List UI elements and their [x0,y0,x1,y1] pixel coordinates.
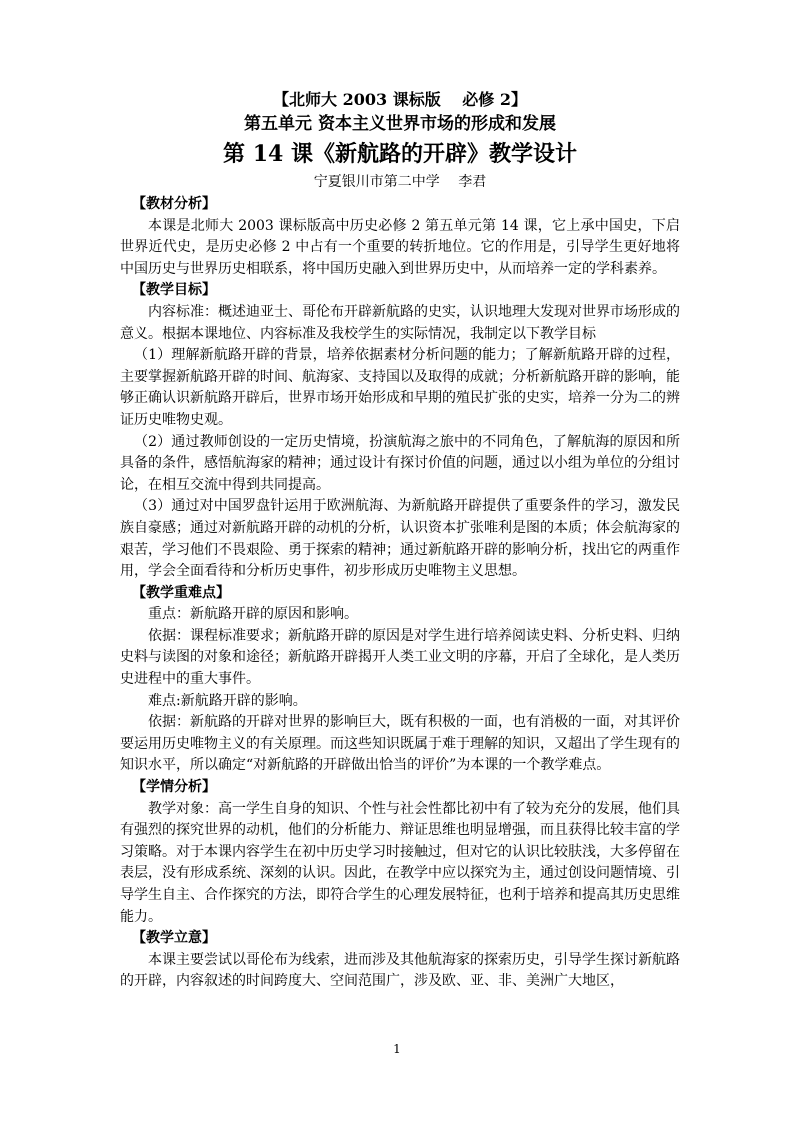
material-paragraph: 本课是北师大 2003 课标版高中历史必修 2 第五单元第 14 课，它上承中国史，下启世界近代史，是历史必修 2 中占有一个重要的转折地位。它的作用是，引导学生更好地将中国历史与世界历史相联系，将中国历史融入到世界历史中，从而培养一定的学科素养。 [120,217,680,277]
keypoint-focus-basis: 依据：课程标准要求；新航路开辟的原因是对学生进行培养阅读史料、分析史料、归纳史料与读图的对象和途径；新航路开辟揭开人类工业文明的序幕，开启了全球化，是人类历史进程中的重大事件。 [120,627,680,688]
unit-title: 第五单元 资本主义世界市场的形成和发展 [244,114,556,134]
keypoint-difficulty-basis: 依据：新航路的开辟对世界的影响巨大，既有积极的一面，也有消极的一面，对其评价要运用历史唯物主义的有关原理。而这些知识既属于难于理解的知识，又超出了学生现有的知识水平，所以确定“对新航路的开辟做出恰当的评价”为本课的一个教学难点。 [120,714,680,774]
section-heading-students: 【学情分析】 [132,779,216,796]
goal-item-3: （3）通过对中国罗盘针运用于欧洲航海、为新航路开辟提供了重要条件的学习，激发民族自豪感；通过对新航路开辟的动机的分析，认识资本扩张唯利是图的本质；体会航海家的艰苦，学习他们不畏艰险、勇于探索的精神；通过新航路开辟的影响分析，找出它的两重作用，学会全面看待和分析历史事件，初步形成历史唯物主义思想。 [120,498,680,580]
keypoint-difficulty: 难点:新航路开辟的影响。 [148,692,307,709]
section-heading-goals: 【教学目标】 [132,282,216,299]
lesson-title: 第 14 课《新航路的开辟》教学设计 [223,141,577,167]
goal-item-2: （2）通过教师创设的一定历史情境，扮演航海之旅中的不同角色，了解航海的原因和所具备的条件，感悟航海家的精神；通过设计有探讨价值的问题，通过以小组为单位的分组讨论，在相互交流中得到共同提高。 [120,433,680,493]
document-body [120,88,680,993]
author-line: 宁夏银川市第二中学 李君 [313,174,487,190]
edition-line: 【北师大 2003 课标版 必修 2】 [273,90,527,109]
section-heading-keypoints: 【教学重难点】 [132,584,230,601]
students-paragraph: 教学对象：高一学生自身的知识、个性与社会性都比初中有了较为充分的发展，他们具有强烈的探究世界的动机，他们的分析能力、辩证思维也明显增强，而且获得比较丰富的学习策略。对于本课内容学生在初中历史学习时接触过，但对它的认识比较肤浅，大多停留在表层，没有形成系统、深刻的认识。因此，在教学中应以探究为主，通过创设问题情境、引导学生自主、合作探究的方法，即符合学生的心理发展特征，也利于培养和提高其历史思维能力。 [120,800,680,925]
goals-standard-paragraph: 内容标准：概述迪亚士、哥伦布开辟新航路的史实，认识地理大发现对世界市场形成的意义。根据本课地位、内容标准及我校学生的实际情况，我制定以下教学目标 [120,303,680,342]
section-heading-material: 【教材分析】 [132,196,216,212]
page-number: 1 [393,1042,401,1056]
keypoint-focus: 重点：新航路开辟的原因和影响。 [148,606,358,623]
section-heading-intent: 【教学立意】 [132,930,216,947]
intent-paragraph: 本课主要尝试以哥伦布为线索，进而涉及其他航海家的探索历史，引导学生探讨新航路的开辟，内容叙述的时间跨度大、空间范围广，涉及欧、亚、非、美洲广大地区， [120,951,680,990]
goal-item-1: （1）理解新航路开辟的背景，培养依据素材分析问题的能力；了解新航路开辟的过程，主要掌握新航路开辟的时间、航海家、支持国以及取得的成就；分析新航路开辟的影响，能够正确认识新航路开辟后，世界市场开始形成和早期的殖民扩张的史实，培养一分为二的辨证历史唯物史观。 [120,347,680,428]
